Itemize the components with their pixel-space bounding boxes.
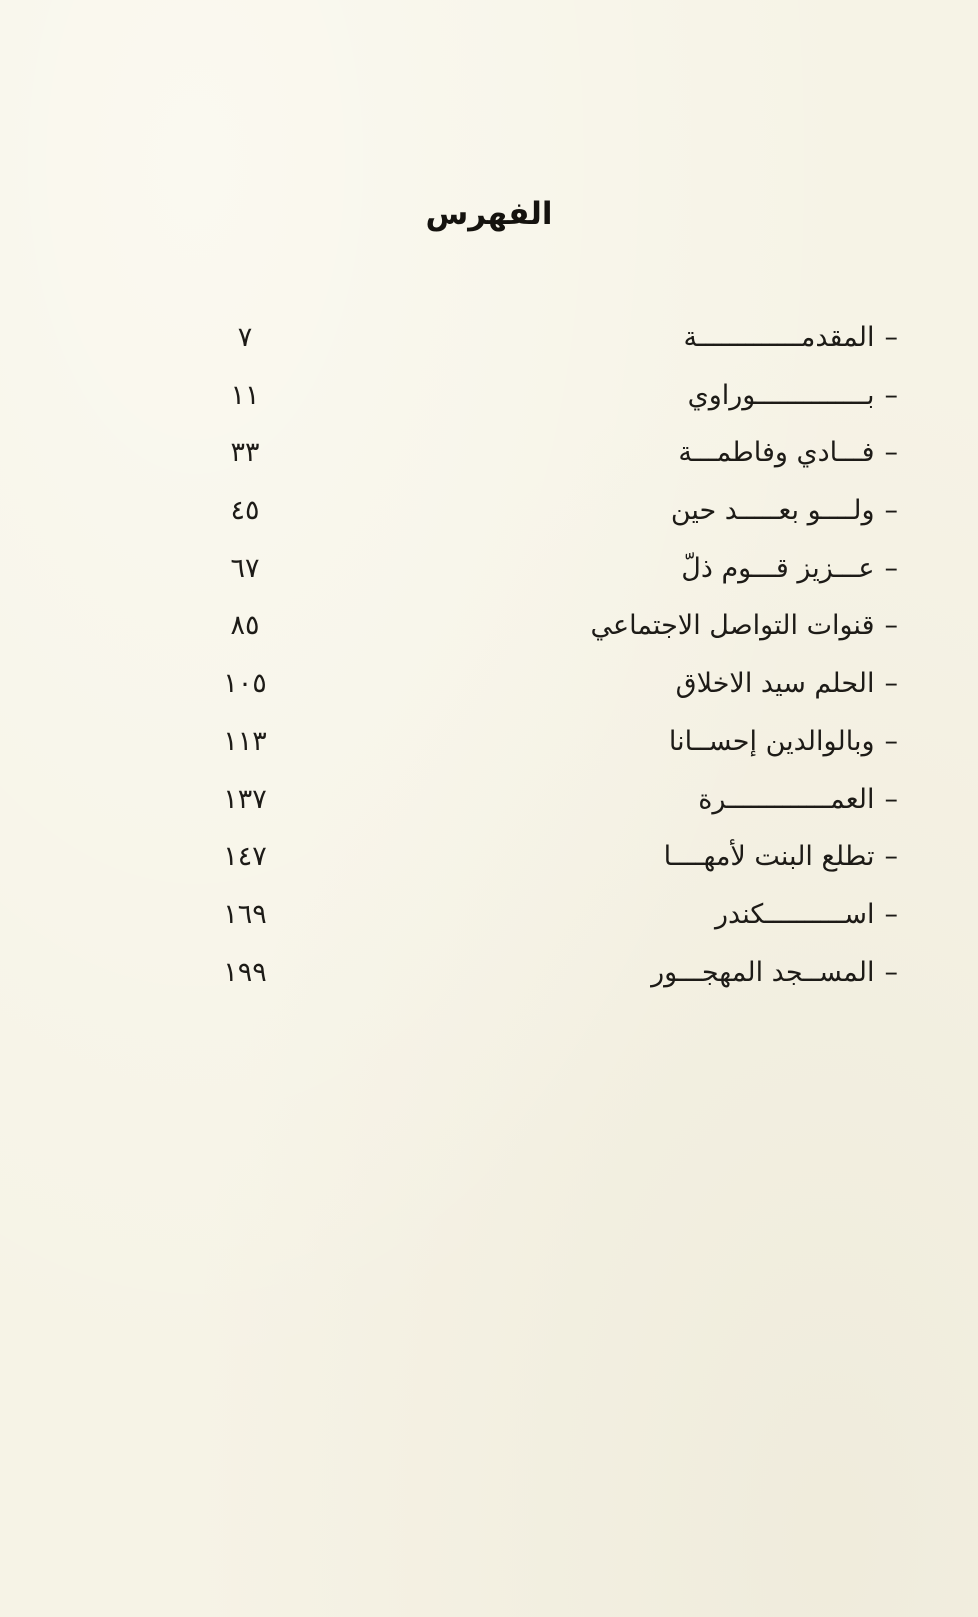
- toc-dash: –: [884, 552, 898, 584]
- toc-page-number: ١٩٩: [223, 956, 267, 988]
- toc-entry: [671, 491, 898, 531]
- toc-entry-title: الحلم سيد الاخلاق: [675, 668, 875, 700]
- toc-row: [0, 664, 978, 722]
- toc-entry-title: المقدمـــــــــــــة: [683, 322, 875, 353]
- toc-row: [0, 318, 978, 376]
- toc-entry: [591, 606, 898, 646]
- toc-dash: –: [884, 783, 898, 815]
- toc-entry: [676, 664, 898, 704]
- toc-dash: –: [884, 725, 898, 757]
- toc-entry: [681, 549, 898, 589]
- page-title: الفهرس: [425, 196, 553, 232]
- toc-entry: [715, 895, 898, 935]
- toc-row: [0, 722, 978, 780]
- toc-page-number: ٦٧: [230, 552, 260, 584]
- toc-entry: [698, 780, 898, 820]
- toc-row: [0, 491, 978, 549]
- toc-row: [0, 895, 978, 953]
- toc-dash: –: [884, 956, 898, 988]
- toc-dash: –: [884, 668, 898, 700]
- toc-entry-title: فـــادي وفاطمـــة: [678, 437, 875, 469]
- toc-dash: –: [884, 841, 898, 873]
- toc-entry-title: قنوات التواصل الاجتماعي: [590, 610, 875, 642]
- toc-entry: [678, 433, 898, 473]
- toc-entry: [688, 376, 898, 416]
- toc-entry-title: ولــــو بعـــــد حين: [670, 495, 875, 527]
- table-of-contents: [0, 318, 978, 1010]
- toc-entry-title: اســــــــــكندر: [715, 898, 875, 930]
- toc-page-number: ١١: [230, 379, 260, 411]
- toc-entry: [664, 837, 898, 877]
- toc-entry-title: بــــــــــــــوراوي: [687, 379, 875, 411]
- toc-row: [0, 376, 978, 434]
- toc-entry: [669, 722, 898, 762]
- toc-page-number: ١٤٧: [223, 841, 267, 873]
- toc-entry: [684, 318, 898, 358]
- toc-page-number: ٣٣: [230, 437, 260, 469]
- toc-page-number: ١٣٧: [223, 783, 267, 815]
- toc-entry: [651, 953, 898, 993]
- toc-row: [0, 433, 978, 491]
- toc-entry-title: عـــزيز قـــوم ذلّ: [681, 552, 875, 584]
- toc-page-number: ١١٣: [223, 725, 267, 757]
- toc-page-number: ١٦٩: [223, 898, 267, 930]
- toc-entry-title: وبالوالدين إحســانا: [668, 725, 875, 757]
- toc-entry-title: العمـــــــــــــرة: [698, 783, 875, 815]
- toc-entry-title: المســجد المهجـــور: [651, 956, 875, 988]
- toc-dash: –: [884, 322, 898, 353]
- toc-dash: –: [884, 610, 898, 642]
- toc-row: [0, 606, 978, 664]
- toc-page-number: ٧: [237, 322, 253, 353]
- toc-entry-title: تطلع البنت لأمهــــا: [663, 841, 875, 873]
- toc-row: [0, 549, 978, 607]
- toc-row: [0, 953, 978, 1011]
- toc-row: [0, 780, 978, 838]
- toc-page-number: ٨٥: [230, 610, 260, 642]
- toc-page-number: ١٠٥: [223, 668, 267, 700]
- toc-dash: –: [884, 379, 898, 411]
- toc-dash: –: [884, 495, 898, 527]
- toc-row: [0, 837, 978, 895]
- toc-page-number: ٤٥: [230, 495, 260, 527]
- toc-dash: –: [884, 898, 898, 930]
- toc-dash: –: [884, 437, 898, 469]
